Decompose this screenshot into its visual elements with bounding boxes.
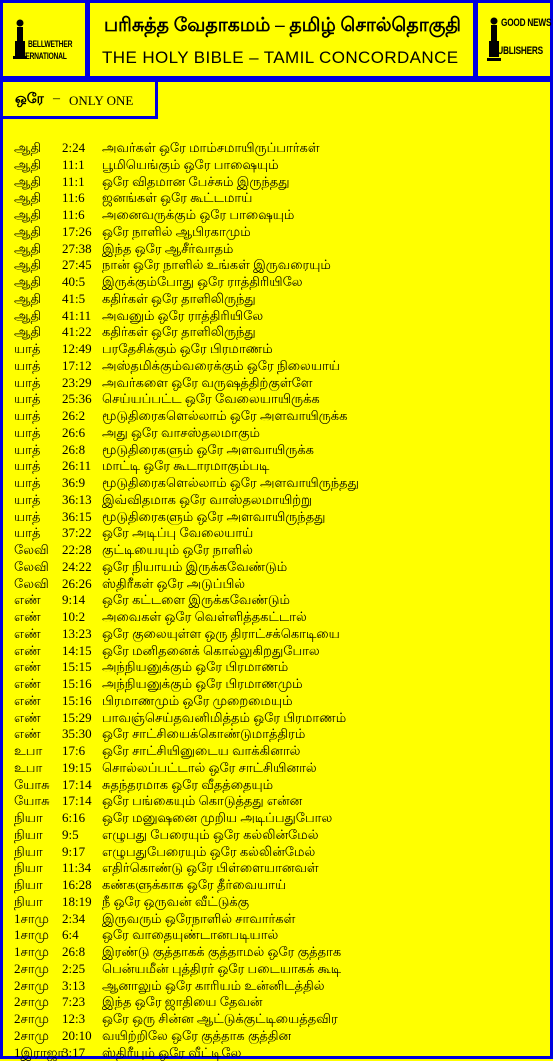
entry-text: மூடுதிரைகளும் ஒரே அளவாயிருந்தது xyxy=(102,509,325,526)
entry-reference: 17:26 xyxy=(62,224,92,241)
entry-book: எண் xyxy=(14,643,41,660)
headword-english: ONLY ONE xyxy=(69,93,133,109)
entry-text: கதிர்கள் ஒரே தாளிலிருந்து xyxy=(102,291,256,308)
entry-book: 1சாமு xyxy=(14,944,49,961)
list-item xyxy=(14,274,544,291)
entry-reference: 2:25 xyxy=(62,961,85,978)
entry-text: சுதந்தரமாக ஒரே வீதத்தையும் xyxy=(102,777,273,794)
entry-reference: 41:22 xyxy=(62,324,92,341)
list-item xyxy=(14,978,544,995)
entry-book: ஆதி xyxy=(14,174,41,191)
entry-book: ஆதி xyxy=(14,224,41,241)
entry-reference: 9:5 xyxy=(62,827,79,844)
entry-text: அவனும் ஒரே ராத்திரியிலே xyxy=(102,308,263,325)
entry-reference: 14:15 xyxy=(62,643,92,660)
entry-book: யாத் xyxy=(14,358,40,375)
headword-box xyxy=(0,79,158,119)
bellwether-logo-line1: BELLWETHER xyxy=(28,39,72,49)
list-item xyxy=(14,626,544,643)
entry-text: ஒரே ஒரு சின்ன ஆட்டுக்குட்டியைத்தவிர xyxy=(102,1011,338,1028)
entry-book: ஆதி xyxy=(14,308,41,325)
entry-text: இரண்டு குத்தாகக் குத்தாமல் ஒரே குத்தாக xyxy=(102,944,341,961)
entry-reference: 22:28 xyxy=(62,542,92,559)
entry-book: 2சாமு xyxy=(14,1028,49,1045)
entry-reference: 9:17 xyxy=(62,844,85,861)
entry-text: ஒரே நியாயம் இருக்கவேண்டும் xyxy=(102,559,287,576)
list-item xyxy=(14,676,544,693)
list-item xyxy=(14,894,544,911)
entry-reference: 26:11 xyxy=(62,458,91,475)
entry-text: இந்த ஒரே ஆசீர்வாதம் xyxy=(102,241,233,258)
entry-reference: 19:15 xyxy=(62,760,92,777)
list-item xyxy=(14,190,544,207)
entry-text: ஒரே நாளில் ஆபிரகாமும் xyxy=(102,224,251,241)
entry-text: இந்த ஒரே ஜாதியை தேவன் xyxy=(102,994,263,1011)
entry-book: ஆதி xyxy=(14,241,41,258)
entry-reference: 15:16 xyxy=(62,693,92,710)
entry-text: இவ்விதமாக ஒரே வாஸ்தலமாயிற்று xyxy=(102,492,312,509)
entry-text: குட்டியையும் ஒரே நாளில் xyxy=(102,542,253,559)
entry-reference: 26:2 xyxy=(62,408,85,425)
list-item xyxy=(14,844,544,861)
entry-reference: 9:14 xyxy=(62,592,85,609)
entry-book: 1சாமு xyxy=(14,927,49,944)
list-item xyxy=(14,576,544,593)
good-news-logo-box xyxy=(475,0,553,79)
entry-book: யோசு xyxy=(14,777,50,794)
entry-text: அவர்கள் ஒரே மாம்சமாயிருப்பார்கள் xyxy=(102,140,320,157)
entry-book: ஆதி xyxy=(14,207,41,224)
entry-reference: 17:14 xyxy=(62,793,92,810)
good-news-logo xyxy=(478,3,550,76)
entry-reference: 23:29 xyxy=(62,375,92,392)
list-item xyxy=(14,743,544,760)
entry-reference: 36:9 xyxy=(62,475,85,492)
headword-separator: – xyxy=(53,91,60,107)
entry-book: எண் xyxy=(14,726,41,743)
list-item xyxy=(14,207,544,224)
entry-text: ஒரே குலையுள்ள ஒரு திராட்சக்கொடியை xyxy=(102,626,340,643)
entry-reference: 17:6 xyxy=(62,743,85,760)
entry-text: கண்களுக்காக ஒரே தீர்வையாய் xyxy=(102,877,286,894)
list-item xyxy=(14,492,544,509)
entry-text: இருக்கும்போது ஒரே ராத்திரியிலே xyxy=(102,274,303,291)
list-item xyxy=(14,241,544,258)
list-item xyxy=(14,308,544,325)
list-item xyxy=(14,927,544,944)
entry-book: 1சாமு xyxy=(14,911,49,928)
entry-reference: 10:2 xyxy=(62,609,85,626)
entry-reference: 25:36 xyxy=(62,391,92,408)
entry-book: யாத் xyxy=(14,391,40,408)
entry-text: அது ஒரே வாசஸ்தலமாகும் xyxy=(102,425,260,442)
entry-text: ஒரே மனிதனைக் கொல்லுகிறதுபோல xyxy=(102,643,320,660)
entry-book: எண் xyxy=(14,592,41,609)
entry-text: பாவஞ்செய்தவனிமித்தம் ஒரே பிரமாணம் xyxy=(102,710,346,727)
list-item xyxy=(14,659,544,676)
entry-reference: 26:26 xyxy=(62,576,92,593)
entry-book: ஆதி xyxy=(14,274,41,291)
title-box xyxy=(87,0,476,79)
entry-text: செய்யப்பட்ட ஒரே வேலையாயிருக்க xyxy=(102,391,320,408)
list-item xyxy=(14,1011,544,1028)
list-item xyxy=(14,643,544,660)
list-item xyxy=(14,760,544,777)
entry-book: 2சாமு xyxy=(14,1011,49,1028)
entry-reference: 18:19 xyxy=(62,894,92,911)
entry-reference: 36:13 xyxy=(62,492,92,509)
entry-text: அந்நியனுக்கும் ஒரே பிரமாணம் xyxy=(102,659,288,676)
list-item xyxy=(14,458,544,475)
bellwether-logo-box xyxy=(0,0,88,79)
entry-book: நியா xyxy=(14,827,43,844)
entry-book: யாத் xyxy=(14,442,40,459)
entry-book: லேவி xyxy=(14,542,49,559)
entry-text: ஒரே மனுஷனை முறிய அடிப்பதுபோல xyxy=(102,810,332,827)
entry-text: எதிர்கொண்டு ஒரே பிள்ளையானவள் xyxy=(102,860,319,877)
entry-text: அனைவருக்கும் ஒரே பாஷையும் xyxy=(102,207,294,224)
entry-text: இருவரும் ஒரேநாளில் சாவார்கள் xyxy=(102,911,295,928)
entry-book: நியா xyxy=(14,844,43,861)
list-item xyxy=(14,559,544,576)
list-item xyxy=(14,777,544,794)
entry-book: 2சாமு xyxy=(14,978,49,995)
list-item xyxy=(14,793,544,810)
entry-reference: 15:29 xyxy=(62,710,92,727)
entry-book: ஆதி xyxy=(14,257,41,274)
entry-reference: 7:23 xyxy=(62,994,85,1011)
entry-reference: 41:11 xyxy=(62,308,91,325)
entry-text: எழுபது பேரையும் ஒரே கல்லின்மேல் xyxy=(102,827,319,844)
entry-book: நியா xyxy=(14,894,43,911)
entry-text: ஒரே பங்கையும் கொடுத்தது என்ன xyxy=(102,793,302,810)
entry-reference: 11:6 xyxy=(62,190,85,207)
concordance-list xyxy=(14,140,544,1061)
entry-reference: 15:16 xyxy=(62,676,92,693)
entry-book: யாத் xyxy=(14,492,40,509)
entry-text: மூடுதிரைகளெல்லாம் ஒரே அளவாயிருக்க xyxy=(102,408,347,425)
good-news-logo-line2: PUBLISHERS xyxy=(492,45,543,57)
list-item xyxy=(14,693,544,710)
entry-reference: 12:49 xyxy=(62,341,92,358)
entry-reference: 27:38 xyxy=(62,241,92,258)
entry-reference: 11:1 xyxy=(62,157,85,174)
entry-reference: 11:6 xyxy=(62,207,85,224)
list-item xyxy=(14,224,544,241)
list-item xyxy=(14,525,544,542)
entry-text: மூடுதிரைகளெல்லாம் ஒரே அளவாயிருந்தது xyxy=(102,475,359,492)
list-item xyxy=(14,1028,544,1045)
entry-text: சொல்லப்பட்டால் ஒரே சாட்சியினால் xyxy=(102,760,317,777)
entry-text: பூமியெங்கும் ஒரே பாஷையும் xyxy=(102,157,279,174)
entry-reference: 27:45 xyxy=(62,257,92,274)
entry-text: எழுபதுபேரையும் ஒரே கல்லின்மேல் xyxy=(102,844,315,861)
entry-reference: 20:10 xyxy=(62,1028,92,1045)
entry-text: ஜனங்கள் ஒரே கூட்டமாய் xyxy=(102,190,252,207)
list-item xyxy=(14,157,544,174)
entry-reference: 2:34 xyxy=(62,911,85,928)
entry-book: யாத் xyxy=(14,425,40,442)
list-item xyxy=(14,324,544,341)
entry-book: யாத் xyxy=(14,341,40,358)
entry-text: ஒரே அடிப்பு வேலையாய் xyxy=(102,525,253,542)
entry-reference: 26:8 xyxy=(62,944,85,961)
entry-reference: 17:14 xyxy=(62,777,92,794)
entry-book: யோசு xyxy=(14,793,50,810)
entry-book: எண் xyxy=(14,626,41,643)
entry-reference: 41:5 xyxy=(62,291,85,308)
entry-reference: 35:30 xyxy=(62,726,92,743)
list-item xyxy=(14,994,544,1011)
entry-book: எண் xyxy=(14,676,41,693)
list-item xyxy=(14,291,544,308)
entry-text: கதிர்கள் ஒரே தாளிலிருந்து xyxy=(102,324,256,341)
entry-text: அவைகள் ஒரே வெள்ளித்தகட்டால் xyxy=(102,609,307,626)
list-item xyxy=(14,475,544,492)
list-item xyxy=(14,375,544,392)
list-item xyxy=(14,509,544,526)
list-item xyxy=(14,877,544,894)
entry-reference: 2:24 xyxy=(62,140,85,157)
entry-text: நான் ஒரே நாளில் உங்கள் இருவரையும் xyxy=(102,257,331,274)
list-item xyxy=(14,341,544,358)
entry-reference: 17:12 xyxy=(62,358,92,375)
entry-book: நியா xyxy=(14,810,43,827)
bellwether-logo-line2: INTERNATIONAL xyxy=(15,51,67,61)
entry-book: நியா xyxy=(14,877,43,894)
good-news-logo-line1: GOOD NEWS xyxy=(501,17,551,29)
list-item xyxy=(14,911,544,928)
entry-text: பிரமாணமும் ஒரே முறைமையும் xyxy=(102,693,293,710)
entry-book: எண் xyxy=(14,609,41,626)
entry-reference: 40:5 xyxy=(62,274,85,291)
entry-reference: 36:15 xyxy=(62,509,92,526)
entry-text: ஒரே சாட்சியைக்கொண்டுமாத்திரம் xyxy=(102,726,305,743)
list-item xyxy=(14,358,544,375)
entry-text: மூடுதிரைகளும் ஒரே அளவாயிருக்க xyxy=(102,442,314,459)
entry-reference: 6:4 xyxy=(62,927,79,944)
entry-book: ஆதி xyxy=(14,291,41,308)
entry-book: எண் xyxy=(14,693,41,710)
entry-text: பென்யமீன் புத்திரர் ஒரே படையாகக் கூடி xyxy=(102,961,341,978)
list-item xyxy=(14,174,544,191)
list-item xyxy=(14,408,544,425)
entry-text: ஒரே வாதையுண்டானபடியால் xyxy=(102,927,278,944)
entry-text: ஆனாலும் ஒரே காரியம் உன்னிடத்தில் xyxy=(102,978,325,995)
entry-text: அவர்களை ஒரே வருஷத்திற்குள்ளே xyxy=(102,375,313,392)
entry-reference: 37:22 xyxy=(62,525,92,542)
entry-reference: 12:3 xyxy=(62,1011,85,1028)
entry-book: யாத் xyxy=(14,458,40,475)
list-item xyxy=(14,810,544,827)
entry-text: அந்நியனுக்கும் ஒரே பிரமாணமும் xyxy=(102,676,303,693)
entry-book: யாத் xyxy=(14,525,40,542)
list-item xyxy=(14,140,544,157)
entry-text: மாட்டி ஒரே கூடாரமாகும்படி xyxy=(102,458,269,475)
entry-text: பரதேசிக்கும் ஒரே பிரமாணம் xyxy=(102,341,273,358)
entry-text: வயிற்றிலே ஒரே குத்தாக குத்தின xyxy=(102,1028,291,1045)
entry-book: யாத் xyxy=(14,509,40,526)
entry-book: 2சாமு xyxy=(14,961,49,978)
list-item xyxy=(14,827,544,844)
entry-reference: 3:17 xyxy=(62,1045,85,1061)
title-tamil: பரிசுத்த வேதாகமம் – தமிழ் சொல்தொகுதி xyxy=(104,15,461,39)
list-item xyxy=(14,961,544,978)
entry-book: ஆதி xyxy=(14,324,41,341)
entry-book: யாத் xyxy=(14,375,40,392)
list-item xyxy=(14,860,544,877)
entry-book: யாத் xyxy=(14,475,40,492)
entry-reference: 15:15 xyxy=(62,659,92,676)
title-english: THE HOLY BIBLE – TAMIL CONCORDANCE xyxy=(102,48,459,68)
entry-book: லேவி xyxy=(14,576,49,593)
headword-tamil: ஒரே xyxy=(15,92,44,109)
entry-reference: 11:1 xyxy=(62,174,85,191)
entry-text: நீ ஒரே ஒருவன் வீட்டுக்கு xyxy=(102,894,249,911)
entry-book: ஆதி xyxy=(14,140,41,157)
bellwether-logo xyxy=(3,3,85,76)
entry-book: யாத் xyxy=(14,408,40,425)
entry-book: ஆதி xyxy=(14,190,41,207)
list-item xyxy=(14,542,544,559)
list-item xyxy=(14,425,544,442)
list-item xyxy=(14,442,544,459)
entry-book: 1இராஜா xyxy=(14,1045,64,1061)
entry-book: லேவி xyxy=(14,559,49,576)
list-item xyxy=(14,391,544,408)
entry-reference: 11:34 xyxy=(62,860,91,877)
list-item xyxy=(14,726,544,743)
entry-text: ஒரே கட்டளை இருக்கவேண்டும் xyxy=(102,592,290,609)
entry-book: 2சாமு xyxy=(14,994,49,1011)
entry-book: நியா xyxy=(14,860,43,877)
entry-book: உபா xyxy=(14,743,42,760)
list-item xyxy=(14,710,544,727)
entry-book: ஆதி xyxy=(14,157,41,174)
entry-reference: 13:23 xyxy=(62,626,92,643)
entry-book: எண் xyxy=(14,659,41,676)
entry-reference: 16:28 xyxy=(62,877,92,894)
entry-reference: 24:22 xyxy=(62,559,92,576)
list-item xyxy=(14,257,544,274)
entry-reference: 26:6 xyxy=(62,425,85,442)
entry-text: அஸ்தமிக்கும்வரைக்கும் ஒரே நிலையாய் xyxy=(102,358,340,375)
entry-reference: 26:8 xyxy=(62,442,85,459)
entry-reference: 6:16 xyxy=(62,810,85,827)
entry-text: ஒரே சாட்சியினுடைய வாக்கினால் xyxy=(102,743,300,760)
entry-book: எண் xyxy=(14,710,41,727)
entry-reference: 3:13 xyxy=(62,978,85,995)
entry-text: ஒரே விதமான பேச்சும் இருந்தது xyxy=(102,174,290,191)
entry-book: உபா xyxy=(14,760,42,777)
list-item xyxy=(14,592,544,609)
list-item xyxy=(14,609,544,626)
entry-text: ஸ்திரீயும் ஒரே வீட்டிலே xyxy=(102,1045,241,1061)
entry-text: ஸ்திரீகள் ஒரே அடுப்பில் xyxy=(102,576,245,593)
list-item xyxy=(14,944,544,961)
